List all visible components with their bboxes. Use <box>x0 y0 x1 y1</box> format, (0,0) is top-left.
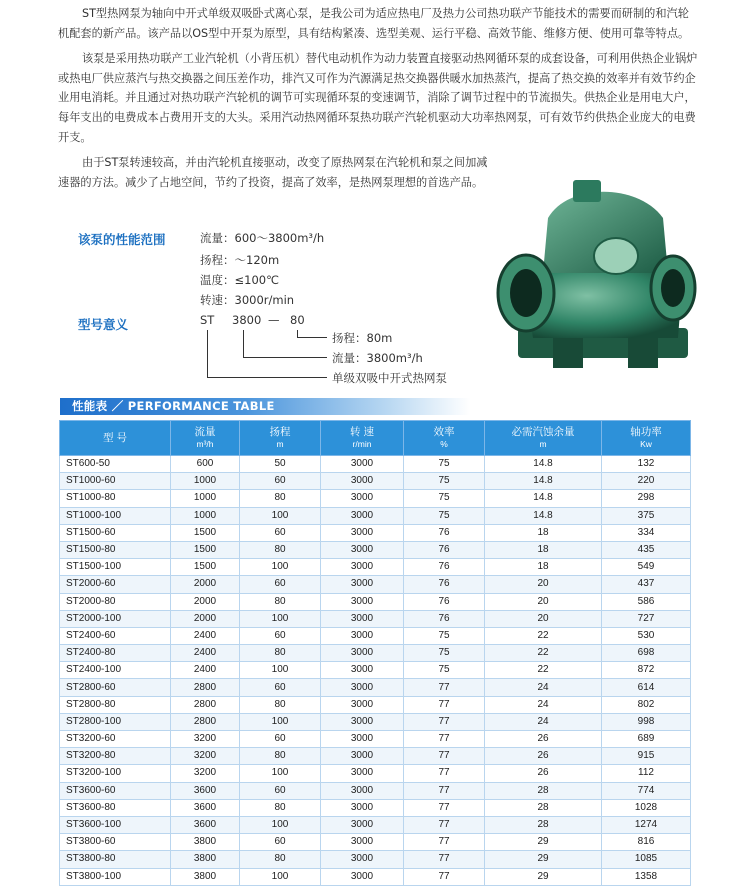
table-cell: 75 <box>404 490 485 507</box>
table-cell: 75 <box>404 662 485 679</box>
table-cell: 100 <box>240 559 321 576</box>
pump-top-flange <box>573 180 601 202</box>
table-cell: 3600 <box>171 799 240 816</box>
model-code-dash: — <box>268 313 280 327</box>
table-row <box>60 731 691 748</box>
table-cell: 77 <box>404 834 485 851</box>
table-cell: 3000 <box>321 490 404 507</box>
table-cell: 2400 <box>171 645 240 662</box>
table-cell: 2800 <box>171 713 240 730</box>
table-cell: 28 <box>485 799 602 816</box>
table-cell: 14.8 <box>485 507 602 524</box>
table-cell: ST3600-100 <box>60 816 171 833</box>
table-row <box>60 473 691 490</box>
table-row <box>60 627 691 644</box>
table-row <box>60 713 691 730</box>
table-cell: 3000 <box>321 576 404 593</box>
table-cell: ST1500-80 <box>60 541 171 558</box>
table-cell: 915 <box>602 748 691 765</box>
table-cell: ST2000-100 <box>60 610 171 627</box>
table-row <box>60 816 691 833</box>
table-cell: 727 <box>602 610 691 627</box>
table-cell: 77 <box>404 679 485 696</box>
table-cell: 80 <box>240 748 321 765</box>
table-cell: 3000 <box>321 610 404 627</box>
spec-temperature: 温度：≤100℃ <box>200 273 280 287</box>
bracket-line-head-v <box>297 330 298 337</box>
table-cell: 100 <box>240 816 321 833</box>
table-cell: 20 <box>485 593 602 610</box>
table-cell: 22 <box>485 662 602 679</box>
table-cell: ST2800-60 <box>60 679 171 696</box>
table-cell: 14.8 <box>485 456 602 473</box>
table-cell: 18 <box>485 524 602 541</box>
table-cell: 3000 <box>321 782 404 799</box>
pump-inlet-opening <box>510 269 542 317</box>
table-cell: 2800 <box>171 696 240 713</box>
table-row <box>60 696 691 713</box>
table-cell: 220 <box>602 473 691 490</box>
table-cell: 77 <box>404 799 485 816</box>
model-desc-head: 扬程：80m <box>332 331 393 345</box>
table-cell: ST2800-80 <box>60 696 171 713</box>
intro-text <box>58 4 698 198</box>
table-cell: 80 <box>240 851 321 868</box>
table-cell: 29 <box>485 834 602 851</box>
table-cell: 3000 <box>321 799 404 816</box>
table-cell: 3000 <box>321 834 404 851</box>
table-cell: 76 <box>404 610 485 627</box>
intro-paragraph-2: 该泵是采用热功联产工业汽轮机（小背压机）替代电动机作为动力装置直接驱动热网循环泵的成套设备，可利用供热企业锅炉或热电厂供应蒸汽与热交换器之间压差作功，排汽又可作为汽源满足热交换器供暖水加热蒸汽，提高了热交换的效率并有效节约企业用电消耗。并且通过对热功联产汽轮机的调节可实现循环泵的变速调节，消除了调节过程中的节流损失。供热企业是用电大户，每年支出的电费成本占费用开支的大头。采用汽动热网循环泵热功联产汽轮机驱动大功率热网泵，可有效节约供热企业庞大的电费开支。 <box>58 52 698 144</box>
table-cell: 60 <box>240 524 321 541</box>
table-cell: 20 <box>485 576 602 593</box>
table-cell: ST3800-100 <box>60 868 171 885</box>
table-cell: 1358 <box>602 868 691 885</box>
table-cell: 586 <box>602 593 691 610</box>
table-cell: 100 <box>240 662 321 679</box>
table-cell: 24 <box>485 679 602 696</box>
table-cell: 80 <box>240 593 321 610</box>
table-cell: ST1500-100 <box>60 559 171 576</box>
table-cell: 1028 <box>602 799 691 816</box>
table-cell: 1000 <box>171 490 240 507</box>
table-cell: 132 <box>602 456 691 473</box>
table-cell: 80 <box>240 541 321 558</box>
table-cell: 100 <box>240 507 321 524</box>
table-row <box>60 748 691 765</box>
table-cell: 60 <box>240 627 321 644</box>
table-row <box>60 593 691 610</box>
table-cell: ST3200-100 <box>60 765 171 782</box>
table-cell: 26 <box>485 731 602 748</box>
table-cell: 549 <box>602 559 691 576</box>
table-row <box>60 541 691 558</box>
table-cell: 3000 <box>321 473 404 490</box>
table-cell: 24 <box>485 713 602 730</box>
table-cell: 50 <box>240 456 321 473</box>
table-cell: ST2000-60 <box>60 576 171 593</box>
table-cell: ST3600-60 <box>60 782 171 799</box>
table-cell: 26 <box>485 748 602 765</box>
table-cell: 3000 <box>321 541 404 558</box>
table-cell: 80 <box>240 645 321 662</box>
table-cell: 75 <box>404 645 485 662</box>
bracket-line-flow-h <box>243 357 327 358</box>
table-cell: 1000 <box>171 473 240 490</box>
table-cell: 1085 <box>602 851 691 868</box>
table-row <box>60 456 691 473</box>
table-row <box>60 507 691 524</box>
table-cell: ST2400-100 <box>60 662 171 679</box>
table-cell: 774 <box>602 782 691 799</box>
table-cell: 77 <box>404 816 485 833</box>
table-cell: ST2400-60 <box>60 627 171 644</box>
table-cell: 29 <box>485 868 602 885</box>
table-cell: 1274 <box>602 816 691 833</box>
table-cell: 2800 <box>171 679 240 696</box>
table-cell: 77 <box>404 868 485 885</box>
table-cell: 689 <box>602 731 691 748</box>
table-row <box>60 490 691 507</box>
bracket-line-flow-v <box>243 330 244 357</box>
table-cell: 3200 <box>171 731 240 748</box>
table-cell: 872 <box>602 662 691 679</box>
col-model: 型 号 <box>60 421 171 456</box>
table-cell: 24 <box>485 696 602 713</box>
table-cell: ST1000-80 <box>60 490 171 507</box>
model-code-flow: 3800 <box>232 313 262 327</box>
table-cell: ST2800-100 <box>60 713 171 730</box>
table-cell: 3600 <box>171 782 240 799</box>
intro-paragraph-1: ST型热网泵为轴向中开式单级双吸卧式离心泵，是我公司为适应热电厂及热力公司热功联产节能技术的需要而研制的和汽轮机配套的新产品。该产品以OS型中开泵为原型，具有结构紧凑、选型美观、运行平稳、高效节能、维修方便、使用可靠等特点。 <box>58 7 690 40</box>
table-cell: 375 <box>602 507 691 524</box>
table-cell: 60 <box>240 834 321 851</box>
bracket-line-prefix-v <box>207 330 208 377</box>
table-cell: 3000 <box>321 713 404 730</box>
table-cell: ST3800-60 <box>60 834 171 851</box>
table-row <box>60 524 691 541</box>
table-cell: ST2400-80 <box>60 645 171 662</box>
table-cell: 75 <box>404 507 485 524</box>
model-desc-flow: 流量：3800m³/h <box>332 351 423 365</box>
table-cell: 75 <box>404 473 485 490</box>
table-row <box>60 576 691 593</box>
table-cell: 80 <box>240 696 321 713</box>
table-cell: 100 <box>240 610 321 627</box>
table-cell: 3800 <box>171 851 240 868</box>
pump-foot-left <box>553 338 583 368</box>
table-cell: ST1000-60 <box>60 473 171 490</box>
table-cell: 76 <box>404 541 485 558</box>
col-npshr: 必需汽蚀余量 m <box>485 421 602 456</box>
table-cell: 14.8 <box>485 490 602 507</box>
table-cell: 14.8 <box>485 473 602 490</box>
table-cell: 75 <box>404 456 485 473</box>
table-cell: 3600 <box>171 816 240 833</box>
table-cell: 3000 <box>321 696 404 713</box>
table-cell: 77 <box>404 696 485 713</box>
table-row <box>60 645 691 662</box>
table-cell: 3000 <box>321 868 404 885</box>
table-cell: ST3200-60 <box>60 731 171 748</box>
table-row <box>60 782 691 799</box>
table-cell: 1000 <box>171 507 240 524</box>
table-cell: 2000 <box>171 610 240 627</box>
table-cell: ST3200-80 <box>60 748 171 765</box>
table-cell: 334 <box>602 524 691 541</box>
table-cell: 3200 <box>171 765 240 782</box>
col-speed: 转 速 r/min <box>321 421 404 456</box>
table-cell: 76 <box>404 524 485 541</box>
table-cell: 3000 <box>321 765 404 782</box>
pump-foot-right <box>628 338 658 368</box>
table-cell: 60 <box>240 576 321 593</box>
table-cell: 100 <box>240 713 321 730</box>
table-cell: 3000 <box>321 662 404 679</box>
pump-bearing <box>594 238 638 274</box>
performance-range-title: 该泵的性能范围 <box>78 232 166 247</box>
table-cell: 60 <box>240 473 321 490</box>
table-cell: 75 <box>404 627 485 644</box>
table-cell: 76 <box>404 559 485 576</box>
intro-paragraph-3: 由于ST泵转速较高，并由汽轮机直接驱动，改变了原热网泵在汽轮机和泵之间加减速器的方法。减少了占地空间，节约了投资，提高了效率，是热网泵理想的首选产品。 <box>58 156 488 189</box>
table-cell: ST1000-100 <box>60 507 171 524</box>
spec-head: 扬程：～120m <box>200 253 280 267</box>
table-cell: 2400 <box>171 627 240 644</box>
table-cell: 3000 <box>321 816 404 833</box>
table-cell: 3000 <box>321 593 404 610</box>
table-cell: 1500 <box>171 541 240 558</box>
table-row <box>60 834 691 851</box>
table-row <box>60 851 691 868</box>
table-row <box>60 679 691 696</box>
table-cell: 1500 <box>171 524 240 541</box>
table-cell: 60 <box>240 679 321 696</box>
table-cell: 3800 <box>171 868 240 885</box>
table-cell: 3800 <box>171 834 240 851</box>
spec-speed: 转速：3000r/min <box>200 293 295 307</box>
table-cell: 698 <box>602 645 691 662</box>
table-cell: 80 <box>240 799 321 816</box>
table-cell: 22 <box>485 645 602 662</box>
table-row <box>60 610 691 627</box>
table-cell: 437 <box>602 576 691 593</box>
bracket-line-prefix-h <box>207 377 327 378</box>
table-cell: 77 <box>404 748 485 765</box>
table-cell: 3000 <box>321 748 404 765</box>
table-cell: 77 <box>404 782 485 799</box>
pump-image <box>488 178 698 378</box>
table-cell: 816 <box>602 834 691 851</box>
table-cell: 3200 <box>171 748 240 765</box>
table-cell: 3000 <box>321 731 404 748</box>
table-cell: 298 <box>602 490 691 507</box>
table-cell: 802 <box>602 696 691 713</box>
spec-flow: 流量：600～3800m³/h <box>200 231 325 245</box>
table-cell: 76 <box>404 576 485 593</box>
table-cell: 3000 <box>321 679 404 696</box>
table-row <box>60 765 691 782</box>
table-header-row <box>60 421 691 456</box>
table-cell: 28 <box>485 782 602 799</box>
table-cell: ST1500-60 <box>60 524 171 541</box>
table-cell: 77 <box>404 851 485 868</box>
table-row <box>60 799 691 816</box>
model-code-prefix: ST <box>200 313 215 327</box>
table-cell: 3000 <box>321 524 404 541</box>
table-cell: 3000 <box>321 627 404 644</box>
table-cell: 77 <box>404 765 485 782</box>
table-cell: 20 <box>485 610 602 627</box>
table-cell: 100 <box>240 765 321 782</box>
table-cell: 77 <box>404 713 485 730</box>
table-cell: 435 <box>602 541 691 558</box>
table-cell: ST3600-80 <box>60 799 171 816</box>
table-cell: 26 <box>485 765 602 782</box>
col-flow: 流量 m³/h <box>171 421 240 456</box>
table-cell: 28 <box>485 816 602 833</box>
table-cell: 80 <box>240 490 321 507</box>
table-cell: 3000 <box>321 645 404 662</box>
table-cell: ST600-50 <box>60 456 171 473</box>
table-cell: ST2000-80 <box>60 593 171 610</box>
table-row <box>60 559 691 576</box>
table-cell: 998 <box>602 713 691 730</box>
table-cell: 60 <box>240 731 321 748</box>
table-cell: 18 <box>485 541 602 558</box>
table-cell: 100 <box>240 868 321 885</box>
table-cell: 3000 <box>321 851 404 868</box>
table-cell: 2400 <box>171 662 240 679</box>
table-cell: 600 <box>171 456 240 473</box>
table-cell: 60 <box>240 782 321 799</box>
table-cell: 112 <box>602 765 691 782</box>
model-code-head: 80 <box>290 313 305 327</box>
table-cell: 18 <box>485 559 602 576</box>
col-shaft-power: 轴功率 Kw <box>602 421 691 456</box>
table-cell: 3000 <box>321 559 404 576</box>
table-cell: 1500 <box>171 559 240 576</box>
table-row <box>60 868 691 885</box>
table-cell: ST3800-80 <box>60 851 171 868</box>
model-desc-type: 单级双吸中开式热网泵 <box>332 371 447 385</box>
table-cell: 530 <box>602 627 691 644</box>
performance-table-banner: 性能表 ／ PERFORMANCE TABLE <box>60 398 470 415</box>
table-cell: 3000 <box>321 456 404 473</box>
col-efficiency: 效率 % <box>404 421 485 456</box>
table-cell: 3000 <box>321 507 404 524</box>
table-row <box>60 662 691 679</box>
table-cell: 2000 <box>171 593 240 610</box>
table-cell: 22 <box>485 627 602 644</box>
table-cell: 614 <box>602 679 691 696</box>
model-meaning-title: 型号意义 <box>78 317 129 332</box>
bracket-line-head-h <box>297 337 327 338</box>
table-cell: 29 <box>485 851 602 868</box>
table-cell: 2000 <box>171 576 240 593</box>
table-cell: 77 <box>404 731 485 748</box>
performance-table <box>59 420 691 886</box>
col-head: 扬程 m <box>240 421 321 456</box>
pump-outlet-opening <box>661 269 685 307</box>
table-cell: 76 <box>404 593 485 610</box>
